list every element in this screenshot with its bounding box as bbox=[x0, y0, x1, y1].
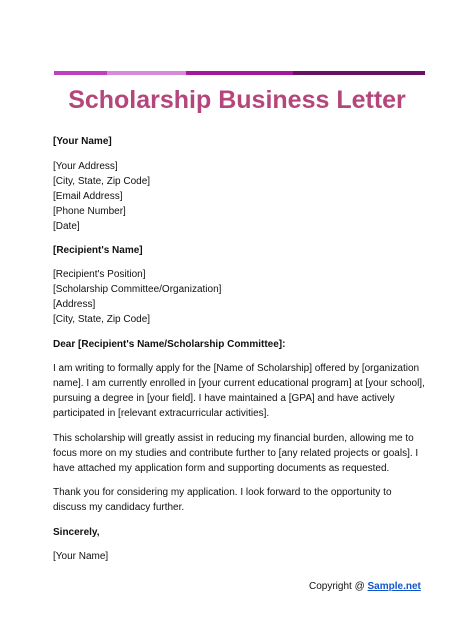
sender-city: [City, State, Zip Code] bbox=[53, 176, 151, 187]
closing: Sincerely, bbox=[53, 527, 100, 538]
copyright-footer bbox=[309, 580, 421, 593]
sender-email: [Email Address] bbox=[53, 191, 123, 202]
accent-bar-2 bbox=[107, 71, 186, 75]
accent-bar-1 bbox=[54, 71, 107, 75]
copyright-text: Copyright @ bbox=[309, 581, 368, 592]
letter-date: [Date] bbox=[53, 221, 80, 232]
accent-bar-3 bbox=[186, 71, 293, 75]
recipient-name: [Recipient's Name] bbox=[53, 245, 143, 256]
sender-address: [Your Address] bbox=[53, 161, 118, 172]
accent-bar-4 bbox=[293, 71, 425, 75]
recipient-position: [Recipient's Position] bbox=[53, 269, 146, 280]
body-paragraph-2: This scholarship will greatly assist in reducing my financial burden, allowing me to focus more on my studies and contribute further to [any related projects or goals]. I have attached my application form and supporting documents as requested. bbox=[53, 433, 419, 474]
salutation: Dear [Recipient's Name/Scholarship Committee]: bbox=[53, 339, 286, 350]
recipient-address: [Address] bbox=[53, 299, 96, 310]
sender-phone: [Phone Number] bbox=[53, 206, 126, 217]
recipient-city: [City, State, Zip Code] bbox=[53, 314, 151, 325]
recipient-committee: [Scholarship Committee/Organization] bbox=[53, 284, 222, 295]
body-paragraph-1: I am writing to formally apply for the [Name of Scholarship] offered by [organization name]. I am currently enrolled in [your current educational program] at [your school], pursuing a degree in [your field]. I have maintained a [GPA] and have actively participated in [relevant extracurricular activities]. bbox=[53, 363, 425, 419]
signature: [Your Name] bbox=[53, 551, 109, 562]
body-paragraph-3: Thank you for considering my application. I look forward to the opportunity to discuss my candidacy further. bbox=[53, 487, 392, 513]
sample-net-link[interactable]: Sample.net bbox=[367, 581, 421, 592]
sender-name: [Your Name] bbox=[53, 136, 112, 147]
document-title: Scholarship Business Letter bbox=[68, 86, 406, 114]
